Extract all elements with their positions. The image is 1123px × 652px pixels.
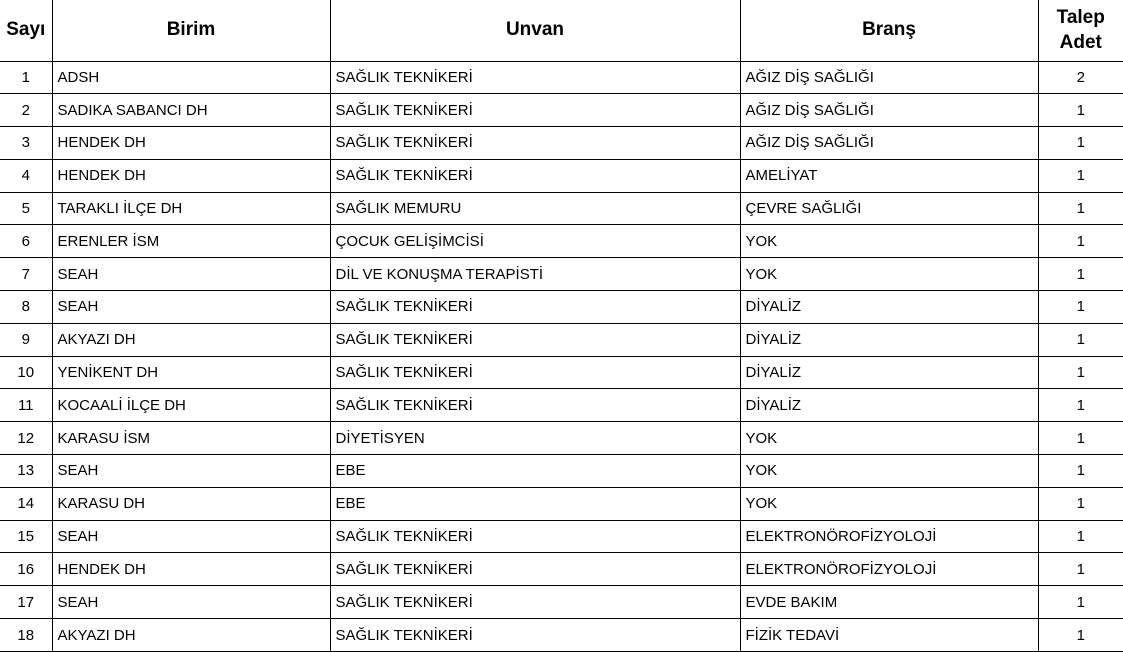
cell-brans: AĞIZ DİŞ SAĞLIĞI [740,61,1038,94]
cell-brans: DİYALİZ [740,389,1038,422]
table-row [0,127,1123,160]
cell-brans: YOK [740,487,1038,520]
cell-brans: ÇEVRE SAĞLIĞI [740,192,1038,225]
table-row [0,586,1123,619]
cell-unvan: SAĞLIK TEKNİKERİ [330,94,740,127]
cell-sayi: 15 [0,520,52,553]
cell-unvan: SAĞLIK TEKNİKERİ [330,586,740,619]
cell-sayi: 8 [0,291,52,324]
cell-unvan: ÇOCUK GELİŞİMCİSİ [330,225,740,258]
cell-sayi: 13 [0,455,52,488]
cell-unvan: SAĞLIK TEKNİKERİ [330,619,740,652]
cell-birim: SEAH [52,586,330,619]
cell-talep-adet: 2 [1038,61,1123,94]
table-row [0,159,1123,192]
cell-unvan: EBE [330,455,740,488]
cell-birim: TARAKLI İLÇE DH [52,192,330,225]
cell-talep-adet: 1 [1038,291,1123,324]
col-header-sayi: Sayı [0,0,52,61]
table-row [0,487,1123,520]
cell-unvan: SAĞLIK TEKNİKERİ [330,159,740,192]
cell-unvan: SAĞLIK TEKNİKERİ [330,291,740,324]
cell-unvan: DİL VE KONUŞMA TERAPİSTİ [330,258,740,291]
cell-birim: ADSH [52,61,330,94]
cell-birim: SEAH [52,291,330,324]
cell-birim: KARASU İSM [52,422,330,455]
col-header-unvan: Unvan [330,0,740,61]
cell-brans: AĞIZ DİŞ SAĞLIĞI [740,127,1038,160]
col-header-talep-adet: Talep Adet [1038,0,1123,61]
cell-talep-adet: 1 [1038,356,1123,389]
cell-talep-adet: 1 [1038,487,1123,520]
cell-birim: KOCAALİ İLÇE DH [52,389,330,422]
cell-birim: SEAH [52,258,330,291]
cell-talep-adet: 1 [1038,94,1123,127]
cell-brans: ELEKTRONÖROFİZYOLOJİ [740,553,1038,586]
cell-brans: DİYALİZ [740,291,1038,324]
cell-talep-adet: 1 [1038,258,1123,291]
cell-sayi: 4 [0,159,52,192]
cell-sayi: 10 [0,356,52,389]
cell-sayi: 7 [0,258,52,291]
table-row [0,455,1123,488]
cell-talep-adet: 1 [1038,323,1123,356]
cell-sayi: 18 [0,619,52,652]
table-row [0,520,1123,553]
table-row [0,291,1123,324]
cell-birim: HENDEK DH [52,127,330,160]
table-row [0,619,1123,652]
cell-talep-adet: 1 [1038,619,1123,652]
cell-sayi: 12 [0,422,52,455]
cell-talep-adet: 1 [1038,225,1123,258]
cell-birim: SADIKA SABANCI DH [52,94,330,127]
cell-talep-adet: 1 [1038,127,1123,160]
cell-birim: AKYAZI DH [52,619,330,652]
cell-birim: KARASU DH [52,487,330,520]
cell-sayi: 1 [0,61,52,94]
cell-unvan: SAĞLIK MEMURU [330,192,740,225]
cell-unvan: EBE [330,487,740,520]
cell-talep-adet: 1 [1038,455,1123,488]
cell-brans: AMELİYAT [740,159,1038,192]
cell-talep-adet: 1 [1038,422,1123,455]
cell-brans: ELEKTRONÖROFİZYOLOJİ [740,520,1038,553]
cell-birim: SEAH [52,520,330,553]
cell-unvan: SAĞLIK TEKNİKERİ [330,323,740,356]
col-header-birim: Birim [52,0,330,61]
table-row [0,553,1123,586]
cell-unvan: SAĞLIK TEKNİKERİ [330,553,740,586]
cell-talep-adet: 1 [1038,586,1123,619]
cell-talep-adet: 1 [1038,520,1123,553]
table-row [0,225,1123,258]
cell-unvan: SAĞLIK TEKNİKERİ [330,356,740,389]
cell-sayi: 16 [0,553,52,586]
cell-unvan: SAĞLIK TEKNİKERİ [330,61,740,94]
table-row [0,356,1123,389]
cell-talep-adet: 1 [1038,553,1123,586]
table-row [0,192,1123,225]
cell-sayi: 14 [0,487,52,520]
table-row [0,323,1123,356]
table-row [0,422,1123,455]
header-row [0,0,1123,61]
cell-talep-adet: 1 [1038,389,1123,422]
cell-brans: FİZİK TEDAVİ [740,619,1038,652]
cell-brans: EVDE BAKIM [740,586,1038,619]
cell-birim: SEAH [52,455,330,488]
table-row [0,61,1123,94]
cell-unvan: SAĞLIK TEKNİKERİ [330,127,740,160]
cell-unvan: SAĞLIK TEKNİKERİ [330,389,740,422]
cell-brans: DİYALİZ [740,356,1038,389]
cell-birim: YENİKENT DH [52,356,330,389]
cell-brans: AĞIZ DİŞ SAĞLIĞI [740,94,1038,127]
cell-sayi: 6 [0,225,52,258]
cell-unvan: SAĞLIK TEKNİKERİ [330,520,740,553]
cell-sayi: 11 [0,389,52,422]
cell-brans: YOK [740,422,1038,455]
table-row [0,94,1123,127]
cell-sayi: 3 [0,127,52,160]
cell-brans: YOK [740,225,1038,258]
table-row [0,258,1123,291]
cell-brans: YOK [740,455,1038,488]
cell-sayi: 9 [0,323,52,356]
cell-talep-adet: 1 [1038,192,1123,225]
col-header-brans: Branş [740,0,1038,61]
cell-sayi: 2 [0,94,52,127]
cell-unvan: DİYETİSYEN [330,422,740,455]
cell-birim: HENDEK DH [52,159,330,192]
cell-sayi: 17 [0,586,52,619]
cell-brans: YOK [740,258,1038,291]
cell-talep-adet: 1 [1038,159,1123,192]
cell-sayi: 5 [0,192,52,225]
cell-birim: AKYAZI DH [52,323,330,356]
table-row [0,389,1123,422]
cell-brans: DİYALİZ [740,323,1038,356]
cell-birim: ERENLER İSM [52,225,330,258]
cell-birim: HENDEK DH [52,553,330,586]
